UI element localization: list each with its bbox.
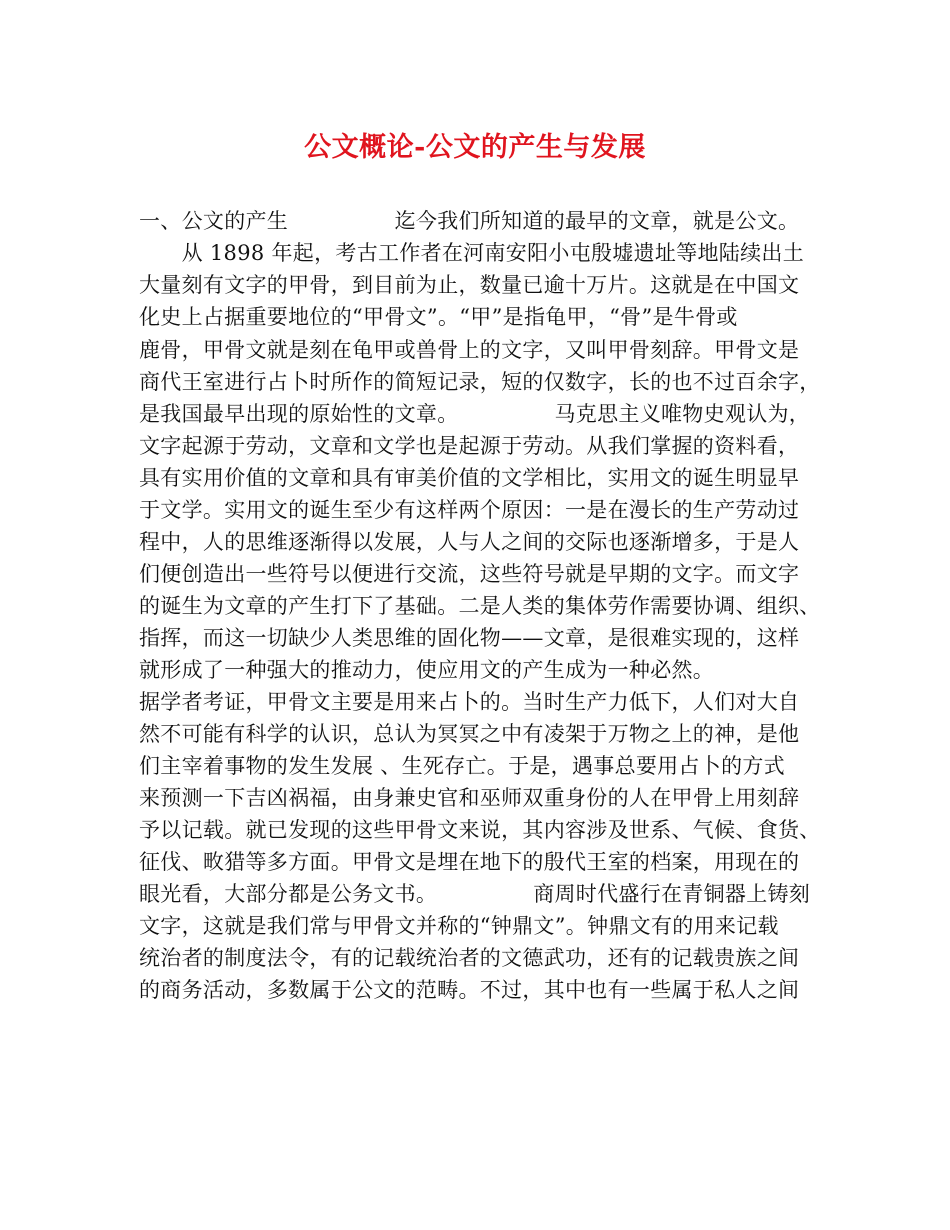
text-line: 鹿骨，甲骨文就是刻在龟甲或兽骨上的文字，又叫甲骨刻辞。甲骨文是 (139, 338, 800, 362)
text-line: 文字起源于劳动，文章和文学也是起源于劳动。从我们掌握的资料看， (139, 434, 800, 458)
text-line: 征伐、畋猎等多方面。甲骨文是埋在地下的殷代王室的档案，用现在的 (139, 850, 800, 874)
text-line: 来预测一下吉凶祸福，由身兼史官和巫师双重身份的人在甲骨上用刻辞 (139, 786, 800, 810)
text-line: 然不可能有科学的认识，总认为冥冥之中有凌架于万物之上的神，是他 (139, 722, 800, 746)
text-line: 指挥，而这一切缺少人类思维的固化物——文章，是很难实现的，这样 (139, 626, 800, 650)
text-line: 从 1898 年起，考古工作者在河南安阳小屯殷墟遗址等地陆续出土 (139, 241, 804, 265)
text-line: 一、公文的产生 迄今我们所知道的最早的文章，就是公文。 (139, 209, 800, 233)
text-line: 予以记载。就已发现的这些甲骨文来说，其内容涉及世系、气候、食货、 (139, 818, 821, 842)
text-line: 于文学。实用文的诞生至少有这样两个原因：一是在漫长的生产劳动过 (139, 498, 800, 522)
text-line: 的诞生为文章的产生打下了基础。二是人类的集体劳作需要协调、组织、 (139, 594, 821, 618)
text-line: 具有实用价值的文章和具有审美价值的文学相比，实用文的诞生明显早 (139, 466, 800, 490)
text-line: 程中，人的思维逐渐得以发展，人与人之间的交际也逐渐增多，于是人 (139, 530, 800, 554)
text-line: 商代王室进行占卜时所作的简短记录，短的仅数字，长的也不过百余字， (139, 370, 821, 394)
text-line: 眼光看，大部分都是公务文书。 商周时代盛行在青铜器上铸刻 (139, 882, 811, 906)
text-line: 们主宰着事物的发生发展 、生死存亡。于是，遇事总要用占卜的方式 (139, 754, 785, 778)
text-line: 统治者的制度法令，有的记载统治者的文德武功，还有的记载贵族之间 (139, 946, 800, 970)
text-line: 的商务活动，多数属于公文的范畴。不过，其中也有一些属于私人之间 (139, 978, 800, 1002)
text-line: 大量刻有文字的甲骨，到目前为止，数量已逾十万片。这就是在中国文 (139, 273, 800, 297)
page-title: 公文概论-公文的产生与发展 (304, 132, 646, 163)
text-line: 据学者考证，甲骨文主要是用来占卜的。当时生产力低下，人们对大自 (139, 690, 800, 714)
text-line: 化史上占据重要地位的“甲骨文”。“甲”是指龟甲，“骨”是牛骨或 (139, 305, 738, 329)
text-line: 就形成了一种强大的推动力，使应用文的产生成为一种必然。 (139, 658, 715, 682)
text-line: 文字，这就是我们常与甲骨文并称的“钟鼎文”。钟鼎文有的用来记载 (139, 914, 779, 938)
text-line: 是我国最早出现的原始性的文章。 马克思主义唯物史观认为， (139, 402, 811, 426)
text-line: 们便创造出一些符号以便进行交流，这些符号就是早期的文字。而文字 (139, 562, 800, 586)
